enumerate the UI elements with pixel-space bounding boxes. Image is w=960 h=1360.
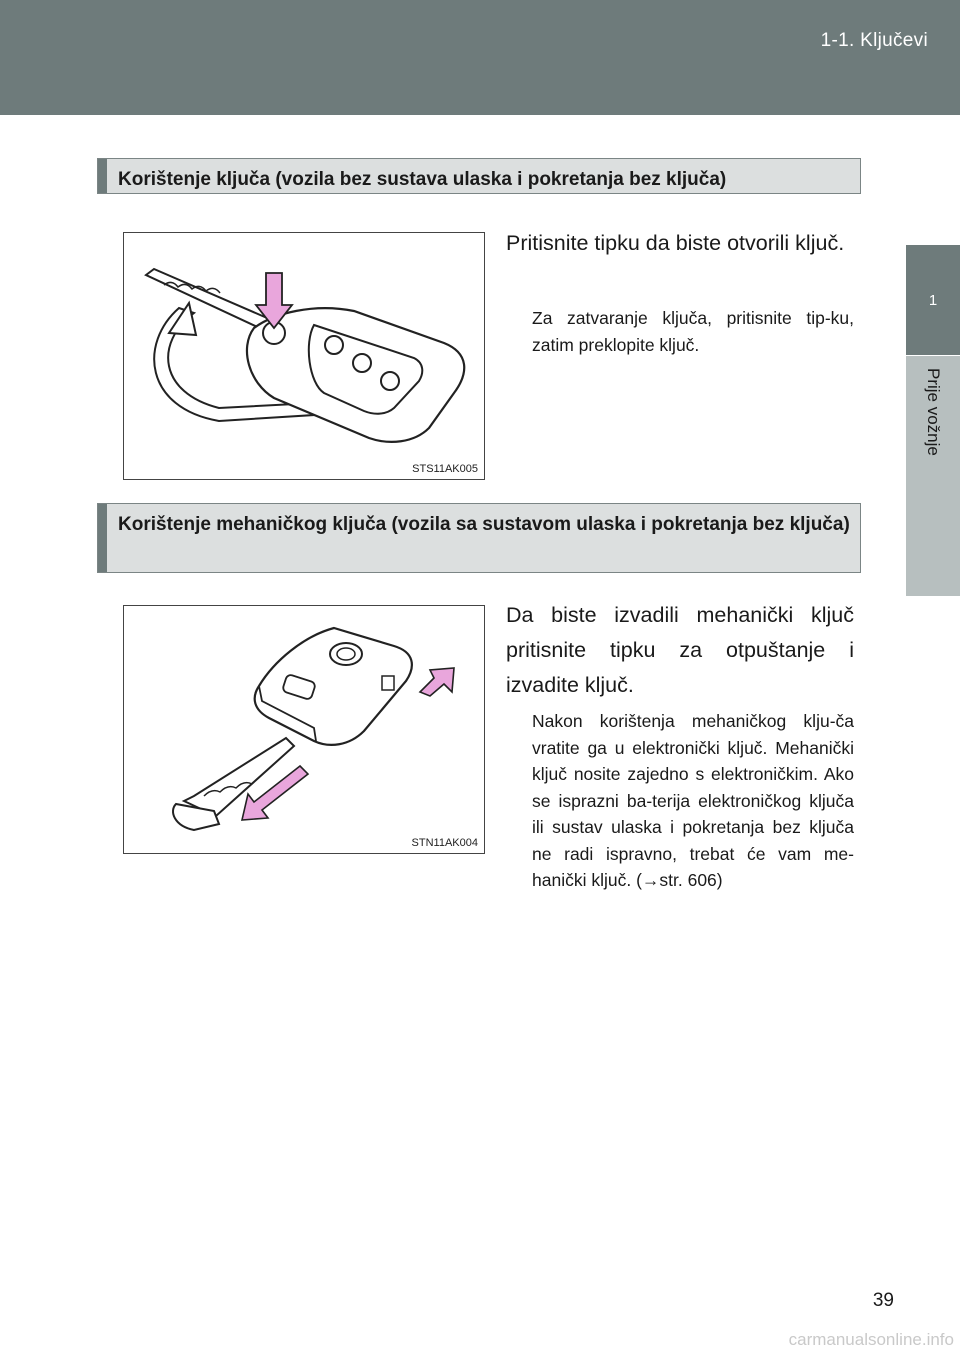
figure-code: STN11AK004 <box>411 837 478 849</box>
note-text-2: Nakon korištenja mehaničkog klju-ča vratite ga u elektronički ključ. Mehanički ključ nosite zajedno s elektroničkim. Ako se isprazni ba-terija elektroničkog ključa ili sustav ulaska i pokretanja bez ključa ne radi ispravno, trebat će vam me-hanički ključ. (→str. 606) <box>532 711 854 890</box>
header-bar <box>0 0 960 115</box>
section-heading-1 <box>97 158 861 194</box>
chapter-title: Prije vožnje <box>924 368 943 456</box>
figure-flip-key <box>123 232 485 480</box>
flip-key-illustration <box>124 233 484 479</box>
figure-code: STS11AK005 <box>412 463 478 475</box>
instruction-text-1: Pritisnite tipku da biste otvorili ključ. <box>506 231 845 255</box>
section-heading-1-text: Korištenje ključa (vozila bez sustava ulaska i pokretanja bez ključa) <box>118 169 727 190</box>
chapter-tab-label[interactable] <box>906 356 960 596</box>
instruction-text-2: Da biste izvadili mehanički ključ pritisnite tipku za otpuštanje i izvadite ključ. <box>506 603 854 697</box>
chapter-number: 1 <box>928 291 938 309</box>
smart-key-illustration <box>124 606 484 853</box>
watermark: carmanualsonline.info <box>788 1330 954 1349</box>
figure-smart-key <box>123 605 485 854</box>
page-number: 39 <box>872 1290 894 1311</box>
section-heading-2 <box>97 503 861 573</box>
section-heading-2-text: Korištenje mehaničkog ključa (vozila sa sustavom ulaska i pokretanja bez ključa) <box>118 514 850 535</box>
chapter-tab-number[interactable] <box>906 245 960 355</box>
section-title: 1-1. Ključevi <box>820 30 928 51</box>
note-text-1: Za zatvaranje ključa, pritisnite tip-ku, zatim preklopite ključ. <box>532 308 854 355</box>
